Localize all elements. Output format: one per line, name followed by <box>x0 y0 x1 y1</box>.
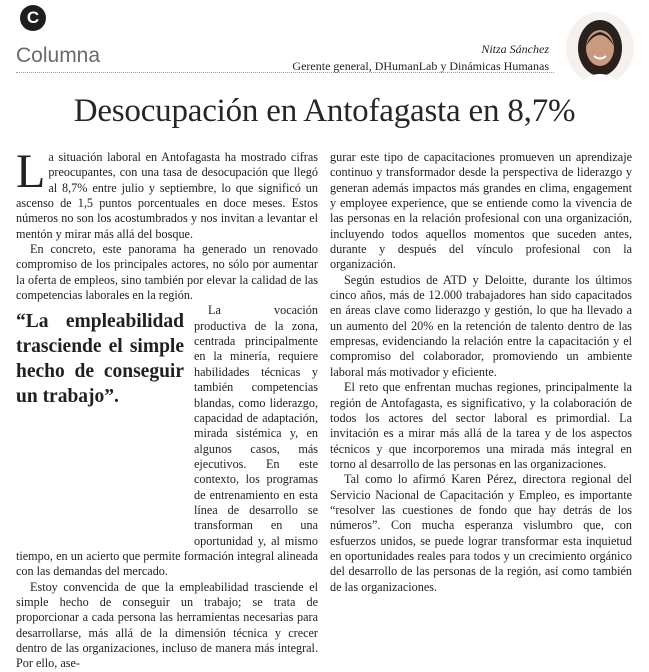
section-label: Columna <box>16 44 101 67</box>
paragraph: gurar este tipo de capacitaciones promueven un aprendizaje continuo y transformador desde la perspectiva de liderazgo y generan además impactos más grandes en clima, engagement y employee experience, que se entiende como la vivencia de las personas en la relación profesional con una organización, incluyendo todos aquellos momentos que suceden antes, durante y después del vínculo profesional con la organización. <box>330 150 632 272</box>
paragraph: La vocación productiva de la zona, centrada principalmente en la minería, requiere habilidades técnicas y también competencias blandas, como liderazgo, capacidad de adaptación, mirada sistémica y, en algunos casos, más ejecutivos. En este contexto, los programas de entrenamiento en esta línea de desarrollo se transforman en una oportunidad y, al mismo tiempo, en un acierto que permite formación integral alineada con las demandas del mercado. <box>16 303 318 579</box>
paragraph: El reto que enfrentan muchas regiones, principalmente la región de Antofagasta, es significativo, y la colaboración de todos los actores del sector laboral es primordial. La invitación es a mirar más allá de la tarea y de los aspectos técnicos y que incorporemos una mirada más integral en torno al desarrollo de las personas en las organizaciones. <box>330 380 632 471</box>
paragraph: En concreto, este panorama ha generado un renovado compromiso de los principales actores, no sólo por aumentar la oferta de empleos, sino también por elevar la calidad de las competencias laborales en la región. <box>16 242 318 303</box>
headline: Desocupación en Antofagasta en 8,7% <box>73 93 576 129</box>
paragraph: La situación laboral en Antofagasta ha mostrado cifras preocupantes, con una tasa de desocupación que llegó al 8,7% entre julio y septiembre, lo que significó un ascenso de 1,5 puntos porcentuales en doce meses. Estos números no son los acostumbrados y nos invitan a levantar el mentón y mirar más allá del bosque. <box>16 145 318 241</box>
article-column-right <box>330 150 632 595</box>
author-portrait-icon <box>566 12 634 84</box>
drop-cap: L <box>16 145 46 198</box>
paragraph: Tal como lo afirmó Karen Pérez, directora regional del Servicio Nacional de Capacitación y Empleo, es importante “resolver las cuestiones de fondo que hay detrás de los números”. Con mucha esperanza vislumbro que, con esfuerzos unidos, se puede lograr transformar esta inquietud en oportunidades reales para todos y un crecimiento orgánico del desarrollo de las personas de la región, así como también de las organizaciones. <box>330 472 632 594</box>
article-column-left <box>16 145 318 672</box>
author-role: Gerente general, DHumanLab y Dinámicas Humanas <box>292 59 549 73</box>
paragraph: Según estudios de ATD y Deloitte, durante los últimos cinco años, más de 12.000 trabajadores han sido capacitados en áreas clave como liderazgo y gestión, lo que ha llevado a un aumento del 20% en la retención de talento dentro de las empresas, evidenciando la relación entre la capacitación y el compromiso del colaborador, promoviendo un ambiente laboral más motivador y eficiente. <box>330 272 632 379</box>
paragraph: Estoy convencida de que la empleabilidad trasciende el simple hecho de conseguir un trabajo; se trata de proporcionar a cada persona las herramientas necesarias para desarrollarse, más allá de la dimensión técnica y crecer dentro de las organizaciones, incluso de manera más integral. Por ello, ase- <box>16 579 318 671</box>
author-name: Nitza Sánchez <box>481 42 549 56</box>
pull-quote-text: “La empleabilidad trasciende el simple hecho de conseguir un trabajo”. <box>16 311 184 408</box>
pull-quote <box>16 305 184 537</box>
column-badge: C <box>20 5 46 31</box>
